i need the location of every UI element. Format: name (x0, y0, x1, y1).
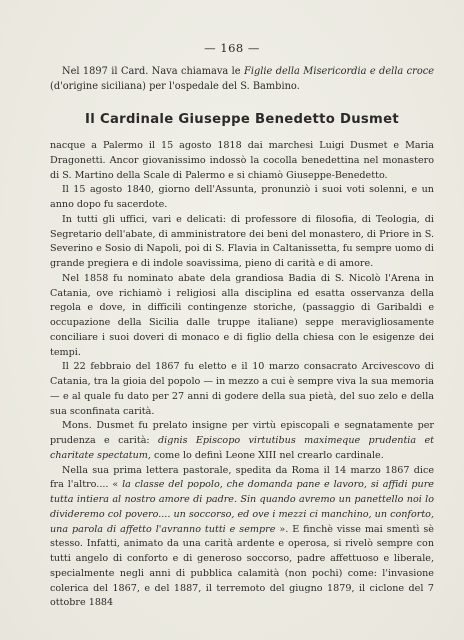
intro-text (50, 65, 434, 94)
paragraph-abbot (50, 272, 434, 361)
paragraph-archbishop (50, 360, 434, 419)
paragraph-text: nacque a Palermo il 15 agosto 1818 dai marchesi Luigi Dusmet e Maria Dragonetti. Ancor giovanissimo indossò la cocolla benedettina nel monastero di S. Martino della Scale di Palermo e si chiamò Giuseppe-Benedetto. (50, 140, 434, 181)
intro-paragraph (50, 65, 434, 94)
paragraph-virtues (50, 419, 434, 463)
paragraph-vows (50, 183, 434, 213)
paragraph-text: In tutti gli uffici, vari e delicati: di professore di filosofia, di Teologia, di Segretario dell'abate, di amministratore dei beni del monastero, di Priore in S. Severino e Sosio di Napoli, poi di S. Flavia in Caltanissetta, fu sempre uomo di grande pregiera e di indole soavissima, pieno di carità e di amore. (50, 213, 434, 269)
paragraph-birth (50, 139, 434, 183)
paragraph-text: Nella sua prima lettera pastorale, spedita da Roma il 14 marzo 1867 dice fra l'altro.... « (50, 464, 434, 491)
paragraph-text: Il 22 febbraio del 1867 fu eletto e il 10 marzo consacrato Arcivescovo di Catania, tra la gioia del popolo — in mezzo a cui è sempre viva la sua memoria — e al quale fu dato per 27 anni di godere della sua pietà, del suo zelo e della sua sconfinata carità. (50, 361, 434, 417)
paragraph-pastoral-letter (50, 464, 434, 612)
page-number: — 168 — (204, 41, 260, 55)
paragraph-text: Nel 1858 fu nominato abate dela grandiosa Badia di S. Nicolò l'Arena in Catania, ove richiamò i religiosi alla disciplina ed esatta osservanza della regola e dove, in difficili contingenze storiche, (passaggio di Garibaldi e occupazione della Sicilia dalle truppe italiane) seppe meravigliosamente conciliare i suoi doveri di monaco e di figlio della chiesa con le esigenze dei tempi. (50, 272, 434, 358)
intro-text-part: (d'origine siciliana) per l'ospedale del S. Bambino. (50, 80, 300, 92)
paragraph-text: Il 15 agosto 1840, giorno dell'Assunta, pronunziò i suoi voti solenni, e un anno dopo fu sacerdote. (50, 184, 434, 210)
latin-quotation: dignis Episcopo virtutibus maximeque prudentia et charitate spectatum, (50, 435, 434, 461)
body-text (50, 139, 434, 611)
pastoral-quotation: la classe del popolo, che domanda pane e lavoro, si affidi pure tutta intiera al nostro amore di padre. Sin quando avremo un panettello noi lo divideremo col povero.... un soccorso, ed ove i mezzi ci manchino, un conforto, una parola di affetto l'avranno tutti e sempre (50, 479, 434, 535)
section-heading: Il Cardinale Giuseppe Benedetto Dusmet (85, 112, 399, 127)
paragraph-text: come lo definì Leone XIII nel crearlo cardinale. (150, 449, 384, 461)
intro-text-part: Nel 1897 il Card. Nava chiamava le (62, 66, 245, 77)
paragraph-offices (50, 213, 434, 272)
intro-italic-title: Figlie della Misericordia e della croce (244, 66, 435, 77)
paragraph-text: ». E finchè visse mai smentì sè stesso. Infatti, animato da una carità ardente e operosa, si rivelò sempre con tutti angelo di conforto e di generoso soccorso, padre affettuoso e liberale, specialmente negli anni di pubblica calamità (non pochi) come: l'invasione colerica del 1867, e del 1887, il terremoto del giugno 1879, il ciclone del 7 ottobre 1884 (50, 523, 434, 609)
paragraph-text: Mons. Dusmet fu prelato insigne per virtù episcopali e segnatamente per prudenza e carità: (50, 420, 434, 446)
